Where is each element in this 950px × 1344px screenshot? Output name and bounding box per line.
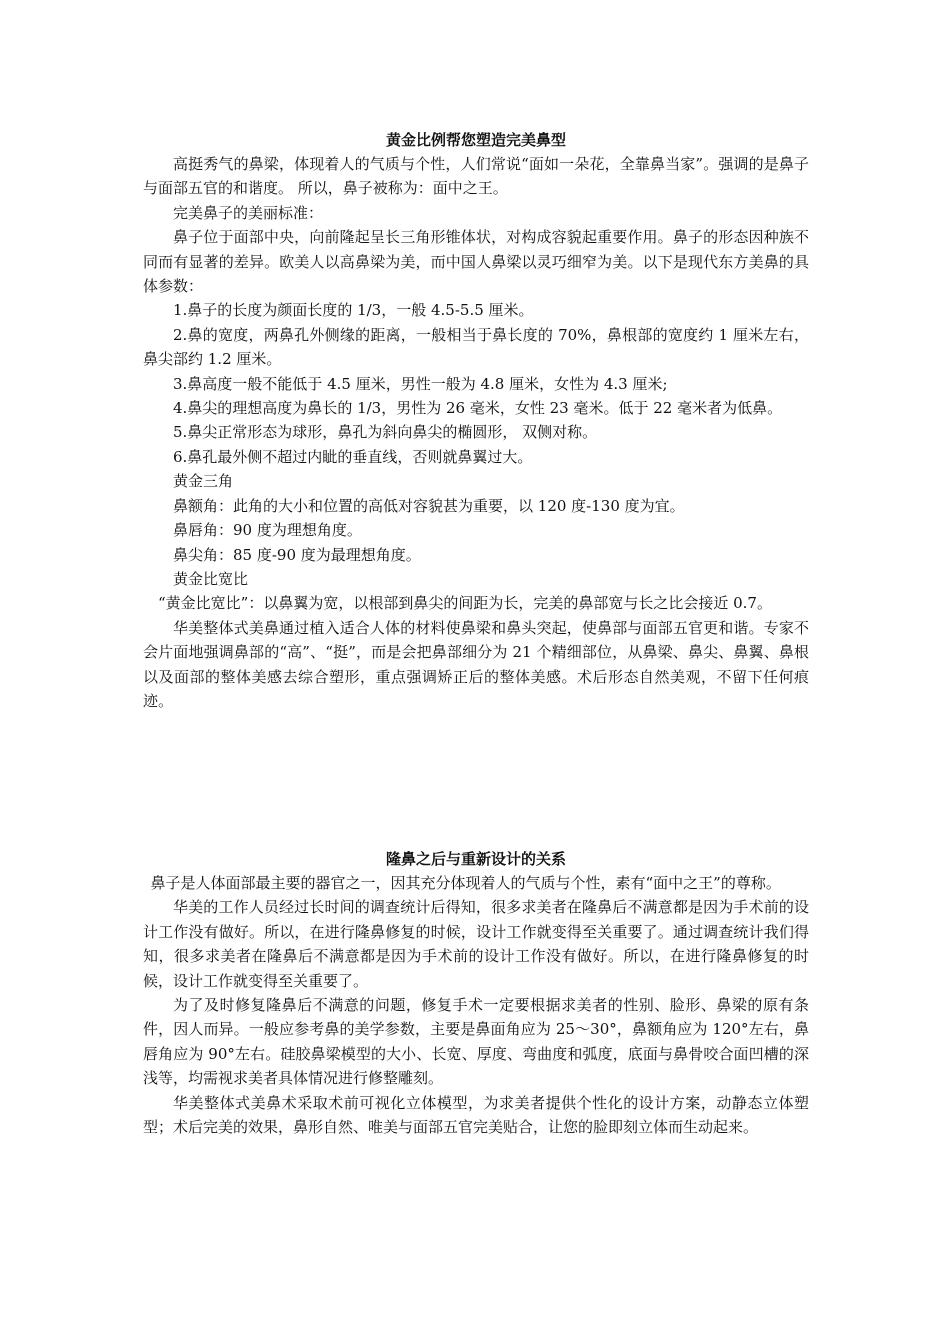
paragraph: 华美的工作人员经过长时间的调查统计后得知，很多求美者在隆鼻后不满意都是因为手术前的设计工作没有做好。所以，在进行隆鼻修复的时候，设计工作就变得至关重要了。通过调查统计我们得知，很多求美者在隆鼻后不满意都是因为手术前的设计工作没有做好。所以，在进行隆鼻修复的时候，设计工作就变得至关重要了。 [143,898,809,990]
paragraph: 华美整体式美鼻通过植入适合人体的材料使鼻梁和鼻头突起，使鼻部与面部五官更和谐。专家不会片面地强调鼻部的“高”、“挺”，而是会把鼻部细分为 21 个精细部位，从鼻梁、鼻尖、鼻翼、鼻根以及面部的整体美感去综合塑形，重点强调矫正后的整体美感。术后形态自然美观，不留下任何痕迹。 [143,618,809,710]
paragraph: 为了及时修复隆鼻后不满意的问题，修复手术一定要根据求美者的性别、脸形、鼻梁的原有条件，因人而异。一般应参考鼻的美学参数，主要是鼻面角应为 25～30°，鼻额角应为 120°左右，鼻唇角应为 90°左右。硅胶鼻梁模型的大小、长宽、厚度、弯曲度和弧度，底面与鼻骨咬合面凹槽的深浅等，均需视求美者具体情况进行修整雕刻。 [143,996,809,1088]
paragraph: “黄金比宽比”：以鼻翼为宽，以根部到鼻尖的间距为长，完美的鼻部宽与长之比会接近 0.7。 [158,594,772,613]
section-rhinoplasty-redesign [143,847,809,1139]
list-item: 5.鼻尖正常形态为球形，鼻孔为斜向鼻尖的椭圆形， 双侧对称。 [173,423,598,442]
paragraph: 鼻子位于面部中央，向前隆起呈长三角形锥体状，对构成容貌起重要作用。鼻子的形态因种族不同而有显著的差异。欧美人以高鼻梁为美，而中国人鼻梁以灵巧细窄为美。以下是现代东方美鼻的具体参数： [143,228,809,296]
subheading: 黄金比宽比 [173,569,249,588]
paragraph: 鼻子是人体面部最主要的器官之一，因其充分体现着人的气质与个性，素有“面中之王”的尊称。 [150,874,781,892]
list-item: 1.鼻子的长度为颜面长度的 1/3，一般 4.5-5.5 厘米。 [173,301,534,320]
paragraph: 鼻额角：此角的大小和位置的高低对容貌甚为重要，以 120 度-130 度为宜。 [173,496,685,515]
paragraph: 鼻唇角：90 度为理想角度。 [173,521,362,540]
paragraph: 华美整体式美鼻术采取术前可视化立体模型，为求美者提供个性化的设计方案，动静态立体塑型；术后完美的效果，鼻形自然、唯美与面部五官完美贴合，让您的脸即刻立体而生动起来。 [143,1093,809,1137]
subheading: 黄金三角 [173,472,234,491]
paragraph: 完美鼻子的美丽标准： [173,203,324,222]
list-item: 2.鼻的宽度，两鼻孔外侧缘的距离，一般相当于鼻长度的 70%，鼻根部的宽度约 1 厘米左右，鼻尖部约 1.2 厘米。 [143,325,809,369]
list-item: 3.鼻高度一般不能低于 4.5 厘米，男性一般为 4.8 厘米，女性为 4.3 厘米; [173,374,668,393]
section-title: 隆鼻之后与重新设计的关系 [385,850,566,868]
section-golden-ratio [143,128,809,713]
list-item: 6.鼻孔最外侧不超过内眦的垂直线，否则就鼻翼过大。 [173,447,533,466]
paragraph: 高挺秀气的鼻梁，体现着人的气质与个性，人们常说“面如一朵花，全靠鼻当家”。强调的是鼻子与面部五官的和谐度。 所以，鼻子被称为：面中之王。 [143,155,809,198]
section-title: 黄金比例帮您塑造完美鼻型 [385,131,566,149]
list-item: 4.鼻尖的理想高度为鼻长的 1/3，男性为 26 毫米，女性 23 毫米。低于 22 毫米者为低鼻。 [173,399,783,418]
paragraph: 鼻尖角：85 度-90 度为最理想角度。 [173,545,421,564]
